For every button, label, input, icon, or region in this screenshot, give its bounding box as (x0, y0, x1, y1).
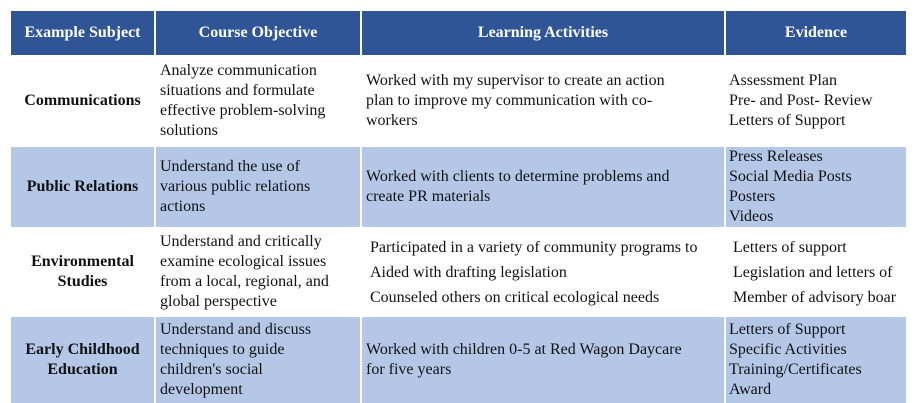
objective-cell (156, 229, 360, 315)
subject-line: Early Childhood (25, 341, 140, 358)
evidence-line: Videos (729, 208, 774, 225)
objective-line: development (160, 381, 243, 398)
subject-line: Environmental (31, 253, 134, 270)
subject-line: Studies (57, 273, 108, 290)
header-course-objective: Course Objective (156, 11, 360, 55)
activities-cell (362, 147, 724, 227)
subject-line: Public Relations (26, 178, 139, 195)
objective-line: Understand the use of (160, 158, 300, 175)
activity-line: plan to improve my communication with co- (366, 92, 653, 109)
header-example-subject: Example Subject (11, 11, 154, 55)
evidence-line: Assessment Plan (729, 72, 837, 89)
objective-cell (156, 317, 360, 403)
activities-table (11, 11, 915, 403)
evidence-line: Award (729, 381, 772, 398)
objective-cell (156, 57, 360, 145)
activity-line: Aided with drafting legislation (370, 263, 567, 281)
objective-line: actions (160, 198, 206, 215)
evidence-line: Training/Certificates (729, 361, 862, 378)
objective-line: Understand and discuss (160, 321, 312, 338)
activity-line: Worked with children 0-5 at Red Wagon Daycare (366, 341, 682, 358)
objective-line: situations and formulate (160, 82, 315, 99)
evidence-line: Posters (729, 188, 776, 205)
activities-cell (362, 317, 724, 403)
objective-line: children's social (160, 361, 263, 378)
activity-line: create PR materials (366, 188, 491, 205)
evidence-line: Press Releases (729, 148, 823, 165)
evidence-cell (726, 147, 906, 227)
activities-cell (362, 229, 724, 315)
activity-line: Counseled others on critical ecological needs (370, 288, 660, 306)
objective-line: global perspective (160, 293, 277, 310)
activity-line: for five years (366, 361, 452, 378)
subject-cell (11, 317, 154, 403)
header-evidence: Evidence (726, 11, 906, 55)
objective-line: examine ecological issues (160, 253, 327, 270)
evidence-line: Legislation and letters of (733, 263, 893, 281)
activities-cell (362, 57, 724, 145)
evidence-line: Pre- and Post- Review (729, 92, 873, 109)
subject-cell (11, 57, 154, 145)
objective-line: solutions (160, 122, 218, 139)
objective-line: effective problem-solving (160, 102, 326, 119)
subject-line: Education (47, 361, 118, 378)
evidence-line: Letters of support (733, 238, 847, 256)
evidence-cell (726, 229, 906, 315)
objective-line: techniques to guide (160, 341, 285, 358)
evidence-line: Letters of Support (729, 321, 846, 338)
objective-cell (156, 147, 360, 227)
objective-line: Analyze communication (160, 62, 317, 79)
evidence-line: Social Media Posts (729, 168, 852, 185)
activity-line: workers (366, 112, 418, 129)
activity-line: Worked with clients to determine problems and (366, 168, 670, 185)
evidence-line: Letters of Support (729, 112, 846, 129)
subject-cell (11, 229, 154, 315)
evidence-cell (726, 57, 906, 145)
subject-cell (11, 147, 154, 227)
activity-line: Participated in a variety of community programs to (370, 238, 698, 256)
evidence-line: Specific Activities (729, 341, 847, 358)
subject-line: Communications (24, 92, 141, 109)
objective-line: various public relations (160, 178, 311, 195)
evidence-cell (726, 317, 906, 403)
objective-line: from a local, regional, and (160, 273, 329, 290)
evidence-line: Member of advisory boar (733, 288, 897, 306)
objective-line: Understand and critically (160, 233, 322, 250)
activity-line: Worked with my supervisor to create an action (366, 72, 665, 89)
header-learning-activities: Learning Activities (362, 11, 724, 55)
